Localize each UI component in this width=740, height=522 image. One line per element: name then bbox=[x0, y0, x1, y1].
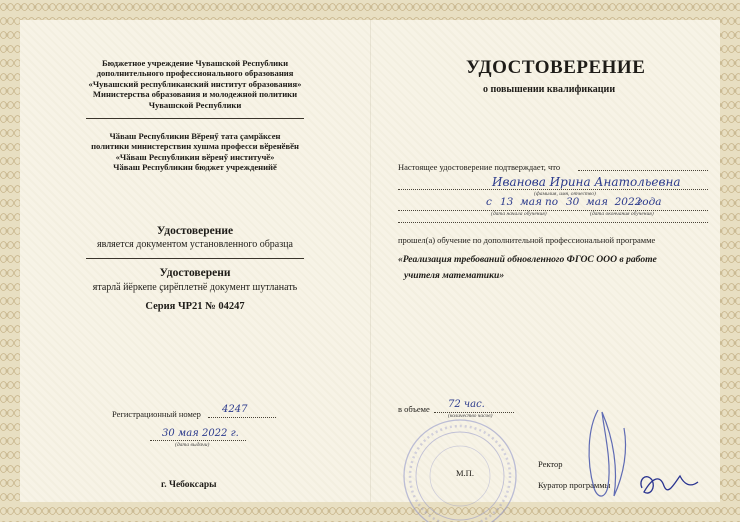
round-seal-icon bbox=[392, 406, 522, 522]
program-intro: прошел(а) обучение по дополнительной профессиональной программе bbox=[398, 235, 656, 245]
name-line bbox=[398, 189, 708, 190]
period-line bbox=[398, 210, 708, 211]
period-to: 30 мая 2022 bbox=[566, 196, 642, 208]
period-year-suffix: года bbox=[637, 196, 662, 208]
rector-label: Ректор bbox=[538, 459, 563, 469]
certificate-subtitle: о повышении квалификации bbox=[483, 84, 616, 95]
program-name-line1: «Реализация требований обновленного ФГОС ООО в работе bbox=[398, 254, 657, 265]
doc-title-ru: Удостоверение bbox=[156, 225, 234, 237]
volume-label: в объеме bbox=[398, 404, 430, 414]
institution-name-ru: Бюджетное учреждение Чувашской Республики дополнительного профессионального образования «Чувашский республиканский институт образования» Министерства образования и молодежной политики Чувашской Республики bbox=[88, 58, 302, 110]
certificate-title: УДОСТОВЕРЕНИЕ bbox=[466, 57, 646, 78]
person-name: Иванова Ирина Анатольевна bbox=[492, 175, 681, 189]
volume-value: 72 час. bbox=[448, 399, 485, 410]
issue-date-caption: (дата выдачи) bbox=[175, 442, 210, 448]
issue-date: 30 мая 2022 г. bbox=[162, 428, 239, 439]
name-caption: (фамилия, имя, отчество) bbox=[534, 191, 596, 197]
reg-number-label: Регистрационный номер bbox=[112, 409, 201, 419]
confirm-text: Настоящее удостоверение подтверждает, что bbox=[398, 162, 561, 172]
divider bbox=[86, 258, 304, 259]
doc-title-cv: Удостоверени bbox=[159, 267, 231, 279]
series-number: Серия ЧР21 № 04247 bbox=[145, 301, 245, 312]
period-from: 13 мая bbox=[500, 196, 542, 208]
confirm-line bbox=[578, 170, 708, 171]
issue-date-line bbox=[150, 440, 246, 441]
end-date-caption: (дата окончания обучения) bbox=[590, 211, 654, 217]
blank-line bbox=[398, 222, 708, 223]
doc-note-ru: является документом установленного образца bbox=[97, 239, 293, 250]
period-from-prefix: с bbox=[486, 196, 492, 208]
program-name-line2: учителя математики» bbox=[404, 270, 505, 281]
period-to-prefix: по bbox=[545, 196, 559, 208]
volume-caption: (количество часов) bbox=[448, 413, 493, 419]
stamp-label: М.П. bbox=[456, 468, 474, 478]
doc-note-cv: ятарлӑ йӗркепе ҫирӗплетнӗ документ шутланать bbox=[92, 282, 298, 293]
reg-number-line bbox=[208, 417, 276, 418]
divider bbox=[86, 118, 304, 119]
start-date-caption: (дата начала обучения) bbox=[491, 211, 547, 217]
center-fold bbox=[370, 20, 371, 502]
reg-number-value: 4247 bbox=[222, 404, 248, 415]
city: г. Чебоксары bbox=[161, 480, 217, 490]
curator-label: Куратор программы bbox=[538, 480, 611, 490]
curator-signature-icon bbox=[636, 466, 706, 502]
institution-name-cv: Чӑваш Республикин Вӗренӳ тата ҫамрӑксен политики министерствин хушма професси вӗренӗвӗн «Чӑваш Республикин вӗренӳ институчӗ» Чӑваш Республикин бюджет учрежденийӗ bbox=[91, 131, 299, 173]
